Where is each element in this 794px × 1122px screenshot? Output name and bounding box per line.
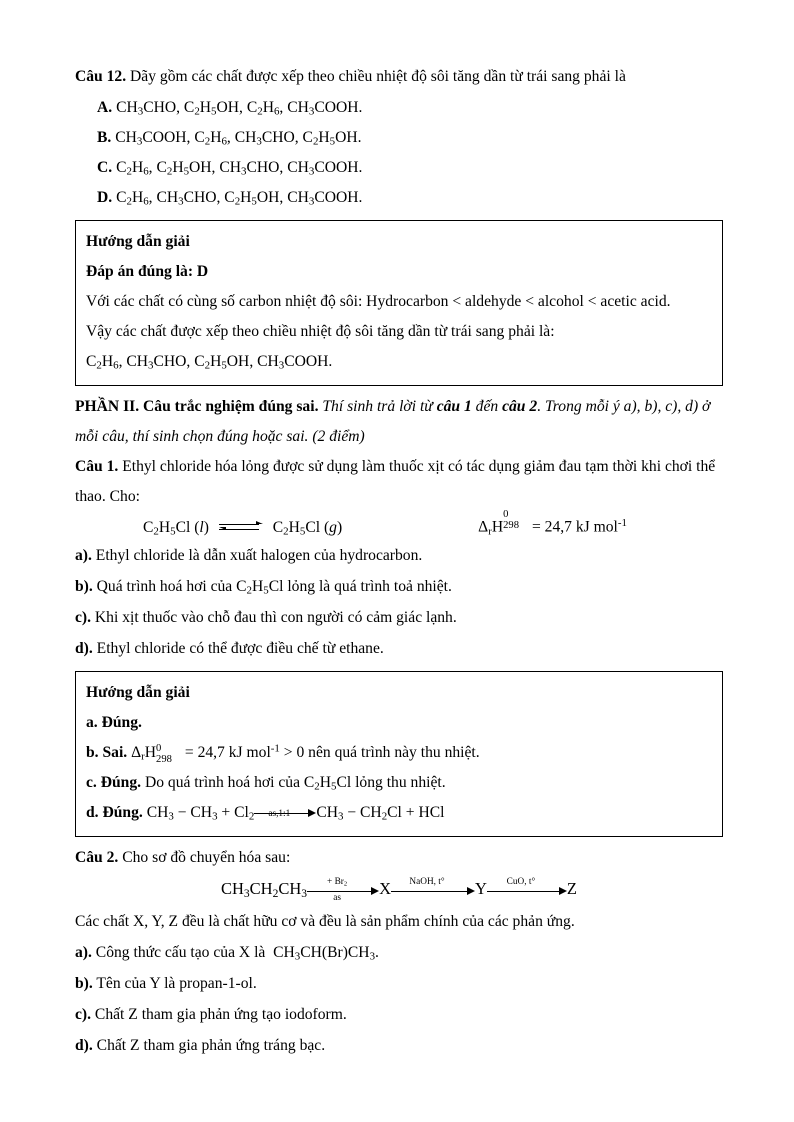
statement-c-text: Khi xịt thuốc vào chỗ đau thì con người có cảm giác lạnh. — [94, 608, 457, 626]
q2-statement-a-text: Công thức cấu tạo của X là — [95, 943, 266, 961]
question-1-statement-c[interactable] — [75, 603, 723, 633]
reaction-arrow-chlorination-icon: as,1:1 — [254, 800, 316, 826]
q2-statement-b-letter: b). — [75, 974, 93, 992]
question-12-option-b[interactable] — [75, 123, 723, 153]
part-2-instruction-a: Thí sinh trả lời từ — [322, 398, 437, 415]
q2-statement-d-letter: d). — [75, 1036, 93, 1054]
question-2-stem — [75, 843, 723, 873]
statement-b-letter: b). — [75, 577, 93, 595]
option-d-letter: D. — [97, 189, 113, 206]
scheme-node-x: X — [379, 879, 391, 899]
option-a-formulas: $CH_3CHO$, $C_2H_5OH$, $C_2H_6$, $CH_3COOH$. — [116, 99, 363, 118]
scheme-arrow-1-below: as — [333, 892, 341, 903]
scheme-arrow-1-above: + $Br_2$ — [327, 876, 348, 888]
option-b-letter: B. — [97, 129, 112, 146]
question-1-statement-b[interactable] — [75, 572, 723, 602]
statement-d-text: Ethyl chloride có thể được điều chế từ ethane. — [96, 639, 384, 657]
solution-2-item-a — [86, 708, 712, 738]
q2-statement-b-text: Tên của Y là propan-1-ol. — [96, 974, 257, 992]
question-2-stem-text: Cho sơ đồ chuyển hóa sau: — [122, 848, 291, 866]
scheme-arrow-3-icon — [487, 878, 567, 904]
q2-statement-d-text: Chất Z tham gia phản ứng tráng bạc. — [96, 1036, 326, 1054]
solution-2-d-label: d. Đúng. — [86, 803, 143, 821]
option-a-letter: A. — [97, 99, 113, 116]
part-2-instruction-e: . Trong mỗi ý a), b), c), d) ở mỗi câu, thí sinh chọn đúng hoặc sai. (2 điểm) — [75, 398, 711, 445]
page-content — [75, 62, 723, 1061]
enthalpy-value: $\Delta_rH$ 0 298 = 24,7 kJ mol$^{-1}$ — [478, 509, 627, 538]
question-1-stem-text: Ethyl chloride hóa lỏng được sử dụng làm thuốc xịt có tác dụng giảm đau tạm thời khi — [122, 458, 662, 475]
statement-b-text: Quá trình hoá hơi của $C_2H_5Cl$ lỏng là quá trình toả nhiệt. — [96, 577, 452, 597]
question-12-number: Câu 12. — [75, 68, 127, 85]
question-2-number: Câu 2. — [75, 848, 119, 866]
solution-2-d-equation: $CH_3 - CH_3 + Cl_2$ as,1:1 $CH_3 - CH_2Cl$ + HCl — [147, 804, 445, 821]
part-2-header — [75, 392, 723, 452]
part-2-ref-cau-2: câu 2 — [502, 398, 538, 415]
question-12-solution-box — [75, 220, 723, 386]
question-2-statement-c[interactable] — [75, 1000, 723, 1030]
solution-2-b-text: $\Delta_rH$ 0 298 = 24,7 kJ mol$^{-1}$ > 0 nên quá trình này thu nhiệt. — [131, 742, 480, 766]
question-1-equation-row — [75, 509, 723, 538]
option-c-letter: C. — [97, 159, 113, 176]
scheme-node-z: Z — [566, 879, 578, 899]
part-2-instruction-c: đến — [471, 398, 503, 415]
solution-2-b-label: b. Sai. — [86, 743, 128, 761]
solution-answer-text: Đáp án đúng là: D — [86, 263, 209, 280]
question-12-stem — [75, 62, 723, 92]
scheme-arrow-2-above: NaOH, t° — [409, 876, 445, 887]
question-2-reaction-scheme — [75, 878, 723, 904]
question-12-option-d[interactable] — [75, 183, 723, 213]
question-12-stem-text: Dãy gồm các chất được xếp theo chiều nhiệt độ sôi tăng dần từ trái sang phải là — [130, 68, 626, 85]
statement-c-letter: c). — [75, 608, 92, 626]
equilibrium-arrow-icon — [219, 521, 263, 535]
statement-d-letter: d). — [75, 639, 93, 657]
question-1-number: Câu 1. — [75, 458, 119, 475]
question-1-stem — [75, 452, 723, 512]
scheme-arrow-3-above: CuO, t° — [506, 876, 536, 887]
solution-2-c-text: Do quá trình hoá hơi của $C_2H_5Cl$ lỏng thu nhiệt. — [144, 773, 446, 793]
question-1-statement-d[interactable] — [75, 634, 723, 664]
solution-2-c-label: c. Đúng. — [86, 773, 142, 791]
option-c-formulas: $C_2H_6$, $C_2H_5OH$, $CH_3CHO$, $CH_3COOH$. — [116, 159, 363, 178]
solution-explanation-2: Vậy các chất được xếp theo chiều nhiệt độ sôi tăng dần từ trái sang phải là: — [86, 323, 555, 340]
part-2-title: PHẦN II. Câu trắc nghiệm đúng sai. — [75, 398, 319, 415]
solution-result-formula: $C_2H_6$, $CH_3CHO$, $C_2H_5OH$, $CH_3COOH$. — [86, 353, 333, 372]
q2-statement-c-letter: c). — [75, 1005, 92, 1023]
question-2-note: Các chất X, Y, Z đều là chất hữu cơ và đều là sản phẩm chính của các phản ứng. — [75, 912, 575, 930]
solution-2-heading-text: Hướng dẫn giải — [86, 683, 190, 701]
option-b-formulas: $CH_3COOH$, $C_2H_6$, $CH_3CHO$, $C_2H_5OH$. — [115, 129, 362, 148]
q2-statement-c-text: Chất Z tham gia phản ứng tạo iodoform. — [94, 1005, 347, 1023]
scheme-node-y: Y — [475, 879, 487, 899]
solution-2-item-b — [86, 738, 712, 768]
question-1-stem-text-2: chơi thể thao. Cho: — [75, 458, 716, 505]
solution-heading — [86, 227, 712, 257]
statement-a-text: Ethyl chloride là dẫn xuất halogen của hydrocarbon. — [95, 546, 423, 564]
solution-heading-text: Hướng dẫn giải — [86, 233, 190, 250]
question-2-statement-d[interactable] — [75, 1031, 723, 1061]
scheme-start-compound: $CH_3CH_2CH_3$ — [220, 879, 308, 901]
q2-statement-a-formula: $CH_3CH(Br)CH_3$. — [269, 943, 379, 963]
solution-2-heading — [86, 678, 712, 708]
question-2-statement-b[interactable] — [75, 969, 723, 999]
option-d-formulas: $C_2H_6$, $CH_3CHO$, $C_2H_5OH$, $CH_3COOH$. — [116, 189, 363, 208]
solution-2-item-c — [86, 768, 712, 798]
scheme-arrow-1-icon — [307, 878, 379, 904]
scheme-arrow-2-icon — [391, 878, 475, 904]
equilibrium-equation: $C_2H_5Cl$ (l) $C_2H_5Cl$ (g) — [143, 518, 343, 538]
question-1-statement-a[interactable] — [75, 541, 723, 571]
part-2-ref-cau-1: câu 1 — [436, 398, 472, 415]
question-12-option-a[interactable] — [75, 93, 723, 123]
statement-a-letter: a). — [75, 546, 92, 564]
question-2-statement-a[interactable] — [75, 938, 723, 968]
solution-explanation-1: Với các chất có cùng số carbon nhiệt độ sôi: Hydrocarbon < aldehyde < alcohol < acetic acid. — [86, 293, 671, 310]
solution-answer-line — [86, 257, 712, 287]
q2-statement-a-letter: a). — [75, 943, 92, 961]
question-12-option-c[interactable] — [75, 153, 723, 183]
solution-2-item-d — [86, 798, 712, 828]
solution-2-a-label: a. Đúng. — [86, 713, 142, 731]
question-1-solution-box — [75, 671, 723, 837]
